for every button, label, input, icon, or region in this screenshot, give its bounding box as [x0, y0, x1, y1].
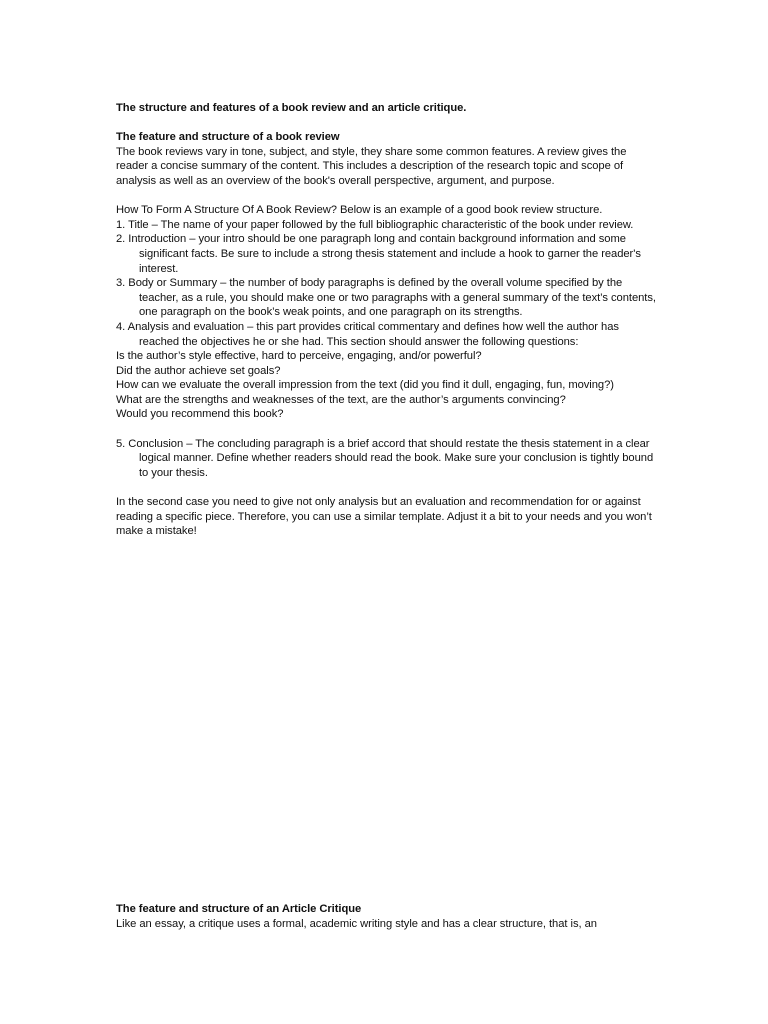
closing-paragraph: In the second case you need to give not only analysis but an evaluation and recommendation for or against reading a specific piece. Therefore, you can use a similar template. Adjust it a bit to your needs and you won’t make a mistake! [116, 496, 652, 538]
question-goals: Did the author achieve set goals? [116, 364, 281, 377]
section-heading-article-critique: The feature and structure of an Article Critique [116, 903, 362, 915]
question-style: Is the author’s style effective, hard to perceive, engaging, and/or powerful? [116, 350, 482, 363]
article-critique-section [116, 902, 656, 931]
how-to-paragraph: How To Form A Structure Of A Book Review? Below is an example of a good book review structure. [116, 204, 603, 217]
question-recommend: Would you recommend this book? [116, 408, 284, 421]
list-item-analysis: 4. Analysis and evaluation – this part provides critical commentary and defines how well the author has reached the objectives he or she had. This section should answer the following questions: [116, 320, 619, 348]
spacer [116, 116, 656, 131]
list-item-title: 1. Title – The name of your paper followed by the full bibliographic characteristic of the book under review. [116, 218, 634, 231]
book-review-intro-paragraph: The book reviews vary in tone, subject, and style, they share some common features. A review gives the reader a concise summary of the content. This includes a description of the research topic and scope of analysis as well as an overview of the book's overall perspective, argument, and purpose. [116, 145, 627, 187]
main-title: The structure and features of a book review and an article critique. [116, 102, 467, 114]
document-body [116, 101, 656, 539]
spacer [116, 422, 656, 437]
list-item-body: 3. Body or Summary – the number of body paragraphs is defined by the overall volume specified by the teacher, as a rule, you should make one or two paragraphs with a general summary of the text’s contents, one paragraph on the book’s weak points, and one paragraph on its strengths. [116, 277, 656, 319]
spacer [116, 189, 656, 204]
list-item-conclusion: 5. Conclusion – The concluding paragraph is a brief accord that should restate the thesis statement in a clear logical manner. Define whether readers should read the book. Make sure your conclusion is tightly bound to your thesis. [116, 437, 654, 479]
spacer [116, 480, 656, 495]
article-critique-intro: Like an essay, a critique uses a formal, academic writing style and has a clear structure, that is, an [116, 917, 597, 930]
list-item-introduction: 2. Introduction – your intro should be one paragraph long and contain background information and some significant facts. Be sure to include a strong thesis statement and include a hook to garner the reader's interest. [116, 233, 641, 275]
question-impression: How can we evaluate the overall impression from the text (did you find it dull, engaging, fun, moving?) [116, 379, 614, 392]
question-strengths: What are the strengths and weaknesses of the text, are the author’s arguments convincing? [116, 393, 566, 406]
section-heading-book-review: The feature and structure of a book review [116, 131, 340, 144]
